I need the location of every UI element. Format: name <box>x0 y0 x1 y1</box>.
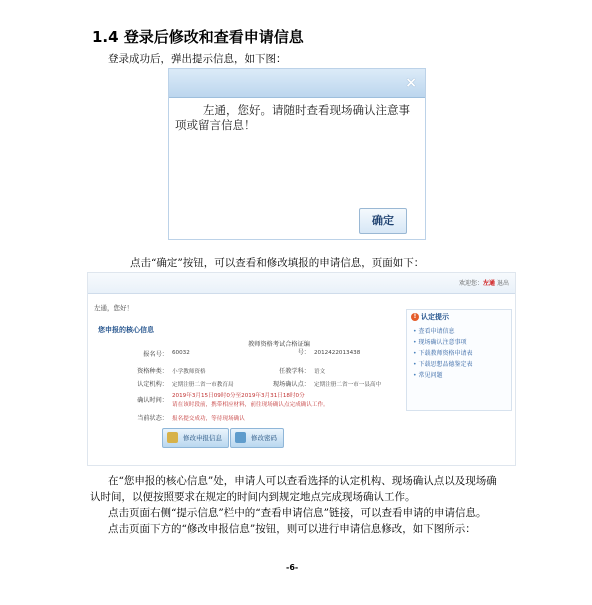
section-heading: 1.4 登录后修改和查看申请信息 <box>92 28 304 46</box>
current-user: 左通 <box>483 280 496 287</box>
subject-value: 语文 <box>314 369 326 375</box>
edit-icon <box>167 432 178 443</box>
sidebar-link-view-info[interactable]: • 查看申请信息 <box>413 326 454 335</box>
site-value: 定期注册二省一市一县高中 <box>314 382 382 388</box>
org-value: 定期注册二省一市教育局 <box>172 382 234 388</box>
tips-title <box>411 312 449 322</box>
time-value-note: 请在该时段前，携带相应材料，前往现场确认点完成确认工作。 <box>172 402 329 408</box>
modify-info-label: 修改申报信息 <box>183 434 222 442</box>
site-label: 现场确认点： <box>272 381 310 388</box>
cert-type-label: 资格种类： <box>137 368 168 375</box>
modify-password-button[interactable] <box>230 428 284 448</box>
portal-topbar <box>88 273 515 294</box>
logout-link[interactable]: 退出 <box>496 280 509 287</box>
desc-line-1: 在“您申报的核心信息”处，申请人可以查看选择的认定机构、现场确认点以及现场确 <box>108 475 497 487</box>
confirm-paragraph: 点击“确定”按钮，可以查看和修改填报的申请信息，页面如下： <box>130 257 425 269</box>
key-icon <box>235 432 246 443</box>
cert-type-value: 小学教师资格 <box>172 369 206 375</box>
core-info-title: 您申报的核心信息 <box>98 326 154 334</box>
login-paragraph: 登录成功后，弹出提示信息，如下图： <box>108 53 287 65</box>
desc-line-4: 点击页面下方的“修改申报信息”按钮，则可以进行申请信息修改，如下图所示： <box>108 523 476 535</box>
org-label: 认定机构： <box>137 381 168 388</box>
prompt-dialog <box>168 68 426 240</box>
exam-no-value: 2012422013438 <box>314 350 361 356</box>
exam-no-label: 教师资格考试合格证编号： <box>248 341 310 356</box>
tips-sidebar <box>406 309 512 411</box>
dialog-message: 左通，您好。请随时查看现场确认注意事项或留言信息！ <box>175 103 410 132</box>
time-value-range: 2019年3月15日09时0分至2019年3月31日18时0分 <box>172 393 305 399</box>
status-label: 当前状态： <box>137 415 168 422</box>
desc-line-3: 点击页面右侧“提示信息”栏中的“查看申请信息”链接，可以查看申请的申请信息。 <box>108 507 487 519</box>
sidebar-link-faq[interactable]: • 常见问题 <box>413 370 442 379</box>
alert-icon: ! <box>411 313 419 321</box>
subject-label: 任教学科： <box>279 368 310 375</box>
greeting: 左通，您好！ <box>94 304 133 312</box>
tips-title-text: 认定提示 <box>421 313 449 321</box>
modify-info-button[interactable] <box>162 428 229 448</box>
close-icon[interactable]: × <box>405 75 417 91</box>
user-bar <box>459 278 509 287</box>
sidebar-link-download-application[interactable]: • 下载教师资格申请表 <box>413 348 472 357</box>
modify-password-label: 修改密码 <box>251 434 277 442</box>
welcome-prefix: 欢迎您： <box>459 280 484 287</box>
desc-line-2: 认时间，以便按照要求在规定的时间内到规定地点完成现场确认工作。 <box>90 491 416 503</box>
time-label: 确认时间： <box>137 397 168 404</box>
status-value: 报名提交成功，等待现场确认 <box>172 416 245 422</box>
confirm-button[interactable]: 确定 <box>359 208 407 234</box>
page-number: -6- <box>286 563 299 572</box>
report-no-value: 60032 <box>172 350 190 356</box>
sidebar-link-notes[interactable]: • 现场确认注意事项 <box>413 337 466 346</box>
report-no-label: 报名号： <box>143 351 168 358</box>
portal-screenshot <box>87 272 516 466</box>
sidebar-link-download-appraisal[interactable]: • 下载思想品德鉴定表 <box>413 359 472 368</box>
dialog-titlebar <box>169 69 425 98</box>
